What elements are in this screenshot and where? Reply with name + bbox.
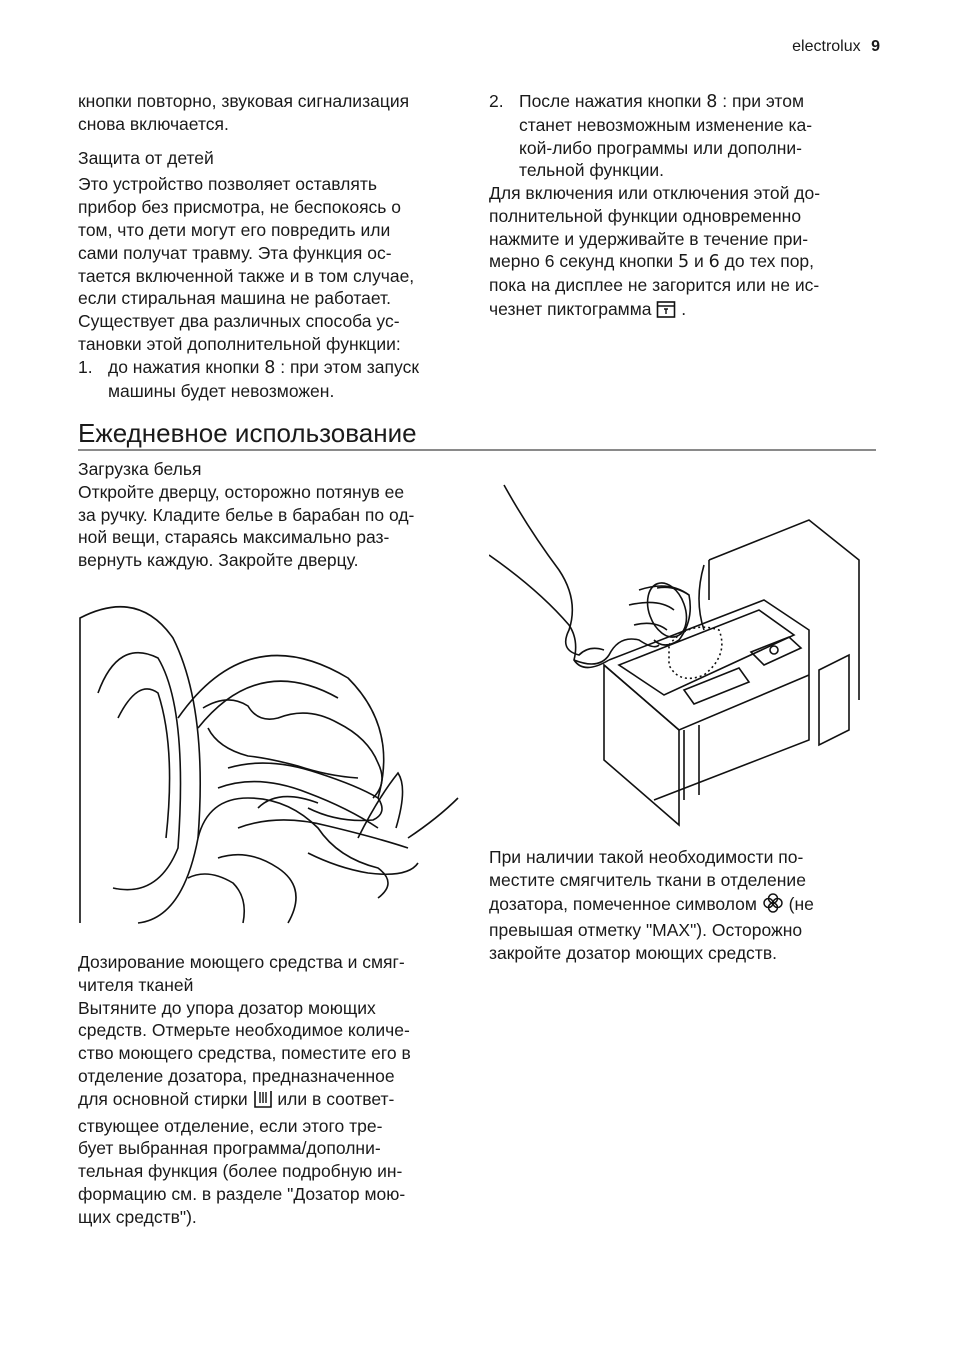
dosing-section xyxy=(78,951,478,1229)
paragraph-text: дозатора, помеченное символом xyxy=(489,893,762,914)
paragraph-line: пока на дисплее не загорится или не ис- xyxy=(489,275,820,296)
paragraph-text: и xyxy=(689,251,709,272)
page-header xyxy=(760,38,880,56)
list-text: После нажатия кнопки xyxy=(519,91,707,111)
paragraph-text: до тех пор, xyxy=(719,251,815,272)
paragraph-line: за ручку. Кладите белье в барабан по од- xyxy=(78,504,415,525)
paragraph-line: закройте дозатор моющих средств. xyxy=(489,943,777,964)
paragraph-line: Это устройство позволяет оставлять xyxy=(78,174,377,195)
paragraph-line: вернуть каждую. Закройте дверцу. xyxy=(78,550,359,571)
paragraph-line: тановки этой дополнительной функции: xyxy=(78,333,401,354)
paragraph-line: средств. Отмерьте необходимое количе- xyxy=(78,1020,410,1041)
brand-name: electrolux xyxy=(792,38,861,55)
paragraph-line: Вытяните до упора дозатор моющих xyxy=(78,997,376,1018)
paragraph-line: щих средств"). xyxy=(78,1206,197,1227)
paragraph-text: мерно 6 секунд кнопки xyxy=(489,251,678,272)
paragraph-line: кнопки повторно, звуковая сигнализация xyxy=(78,91,410,111)
key-label: 6 xyxy=(708,252,720,273)
paragraph-line: Откройте дверцу, осторожно потянув ее xyxy=(78,481,405,502)
paragraph-text: (не xyxy=(783,893,814,914)
list-text: кой-либо программы или дополни- xyxy=(519,137,802,158)
paragraph-line: ной вещи, стараясь максимально раз- xyxy=(78,527,390,548)
dispenser-illustration xyxy=(489,480,864,830)
dosing-title: Дозирование моющего средства и смяг- xyxy=(78,952,405,972)
list-item-1 xyxy=(78,356,478,402)
laundry-loading-illustration xyxy=(78,598,468,928)
page-number: 9 xyxy=(871,38,880,55)
list-text: станет невозможным изменение ка- xyxy=(519,114,813,135)
list-number: 2. xyxy=(489,91,504,111)
child-lock-paragraph xyxy=(78,173,478,355)
paragraph-line: полнительной функции одновременно xyxy=(489,205,802,226)
left-top-column xyxy=(78,90,478,402)
paragraph-line: бует выбранная программа/дополни- xyxy=(78,1138,381,1159)
key-label: 5 xyxy=(678,252,690,273)
paragraph-line: Существует два различных способа ус- xyxy=(78,311,400,332)
paragraph-line: тельная функция (более подробную ин- xyxy=(78,1161,403,1182)
paragraph-line: ство моющего средства, поместите его в xyxy=(78,1043,411,1064)
paragraph-line: снова включается. xyxy=(78,113,229,134)
key-label: 8 xyxy=(264,357,276,378)
paragraph-text: . xyxy=(676,298,687,319)
list-number: 1. xyxy=(78,356,93,377)
list-item-2 xyxy=(489,90,889,182)
softener-flower-icon xyxy=(762,892,784,920)
dosing-title: чителя тканей xyxy=(78,974,194,995)
paragraph-text: или в соответ- xyxy=(272,1088,395,1109)
paragraph-line: сами получат травму. Эта функция ос- xyxy=(78,242,392,263)
paragraph-line: формацию см. в разделе "Дозатор мою- xyxy=(78,1183,406,1204)
paragraph-line: том, что дети могут его повредить или xyxy=(78,219,391,240)
paragraph-line: ствующее отделение, если этого тре- xyxy=(78,1115,383,1136)
list-text: тельной функции. xyxy=(519,160,665,181)
paragraph-line: прибор без присмотра, не беспокоясь о xyxy=(78,197,402,218)
main-wash-icon xyxy=(253,1089,273,1115)
paragraph-line: тается включенной также и в том случае, xyxy=(78,265,415,286)
child-lock-icon xyxy=(656,297,676,325)
paragraph-line: превышая отметку "MAX"). Осторожно xyxy=(489,920,803,941)
loading-title: Загрузка белья xyxy=(78,459,202,479)
list-text: до нажатия кнопки xyxy=(108,356,265,377)
list-text: машины будет невозможен. xyxy=(108,380,335,401)
softener-section xyxy=(489,846,889,965)
paragraph-line: отделение дозатора, предназначенное xyxy=(78,1065,395,1086)
child-lock-title: Защита от детей xyxy=(78,147,214,168)
key-label: 8 xyxy=(706,92,718,112)
paragraph-text: для основной стирки xyxy=(78,1088,253,1109)
section-divider xyxy=(78,449,876,451)
paragraph-line: нажмите и удерживайте в течение при- xyxy=(489,228,809,249)
list-text: : при этом запуск xyxy=(275,356,419,377)
paragraph-line: местите смягчитель ткани в отделение xyxy=(489,869,806,890)
loading-section xyxy=(78,458,478,572)
paragraph-text: чезнет пиктограмма xyxy=(489,298,657,319)
section-title: Ежедневное использование xyxy=(78,418,417,448)
right-top-column xyxy=(489,90,889,325)
paragraph-line: Для включения или отключения этой до- xyxy=(489,183,821,203)
paragraph-line: При наличии такой необходимости по- xyxy=(489,847,804,867)
list-text: : при этом xyxy=(717,91,804,111)
paragraph-line: если стиральная машина не работает. xyxy=(78,288,391,309)
